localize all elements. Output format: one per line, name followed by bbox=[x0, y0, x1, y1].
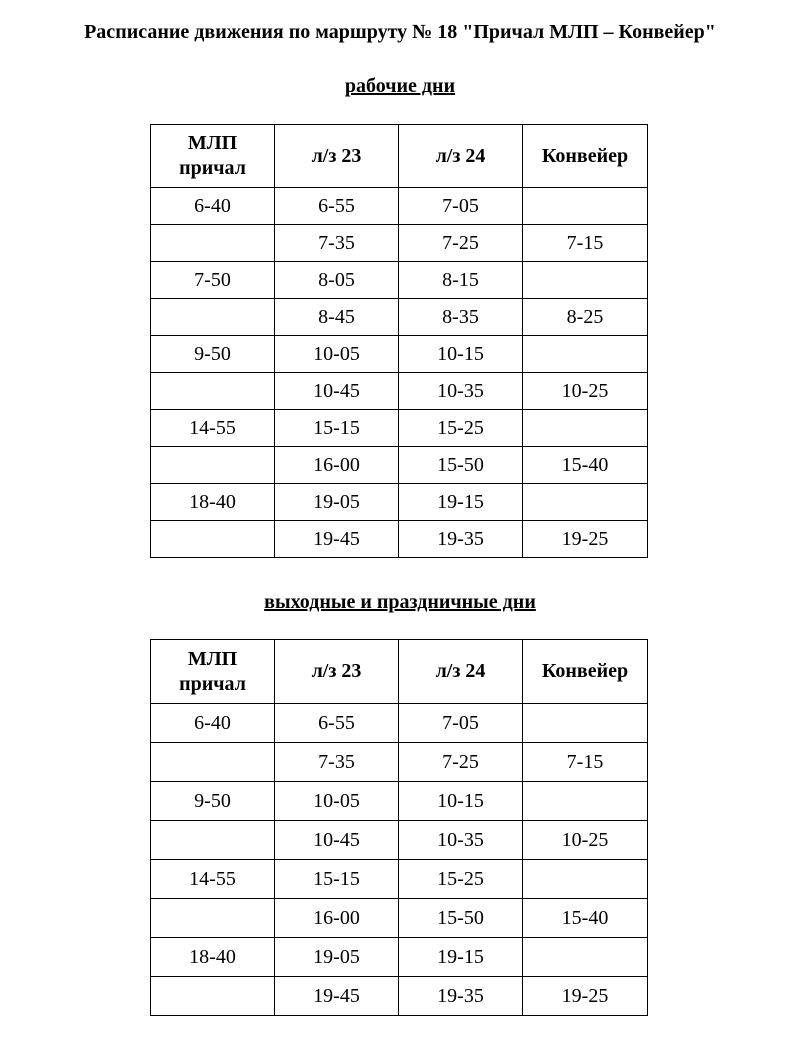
table-cell: 7-25 bbox=[399, 743, 523, 782]
table-cell: 15-50 bbox=[399, 447, 523, 484]
table-cell: 15-15 bbox=[275, 860, 399, 899]
table-row bbox=[151, 262, 648, 299]
table-cell: 15-15 bbox=[275, 410, 399, 447]
table-cell: 10-45 bbox=[275, 373, 399, 410]
table-cell: 19-45 bbox=[275, 977, 399, 1016]
table-cell: 10-45 bbox=[275, 821, 399, 860]
table-row bbox=[151, 860, 648, 899]
table-cell: 6-55 bbox=[275, 704, 399, 743]
table-cell: 7-05 bbox=[399, 704, 523, 743]
table-cell: 7-50 bbox=[151, 262, 275, 299]
table-cell: 19-15 bbox=[399, 484, 523, 521]
table-cell: 15-40 bbox=[523, 447, 648, 484]
table-row bbox=[151, 704, 648, 743]
table-row bbox=[151, 410, 648, 447]
column-header-lz24: л/з 24 bbox=[399, 640, 523, 704]
table-row bbox=[151, 447, 648, 484]
table-cell bbox=[151, 225, 275, 262]
table-cell: 7-15 bbox=[523, 743, 648, 782]
table-cell: 15-50 bbox=[399, 899, 523, 938]
table-cell: 16-00 bbox=[275, 899, 399, 938]
column-header-lz23: л/з 23 bbox=[275, 640, 399, 704]
table-cell: 19-25 bbox=[523, 521, 648, 558]
table-cell: 7-15 bbox=[523, 225, 648, 262]
table-cell: 19-05 bbox=[275, 938, 399, 977]
table-row bbox=[151, 225, 648, 262]
table-cell: 18-40 bbox=[151, 484, 275, 521]
table-cell: 7-05 bbox=[399, 188, 523, 225]
table-cell: 19-35 bbox=[399, 977, 523, 1016]
table-row bbox=[151, 188, 648, 225]
table-cell: 10-35 bbox=[399, 373, 523, 410]
table-cell: 10-15 bbox=[399, 336, 523, 373]
table-cell: 14-55 bbox=[151, 410, 275, 447]
table-row bbox=[151, 977, 648, 1016]
table-cell bbox=[523, 860, 648, 899]
table-cell: 6-55 bbox=[275, 188, 399, 225]
table-row bbox=[151, 373, 648, 410]
table-row bbox=[151, 299, 648, 336]
table-cell bbox=[523, 336, 648, 373]
table-cell bbox=[523, 782, 648, 821]
table-cell bbox=[151, 821, 275, 860]
table-row bbox=[151, 521, 648, 558]
column-header-konveyer: Конвейер bbox=[523, 125, 648, 188]
column-header-lz23: л/з 23 bbox=[275, 125, 399, 188]
weekend-schedule-table bbox=[150, 639, 648, 1016]
table-cell: 14-55 bbox=[151, 860, 275, 899]
table-cell: 10-25 bbox=[523, 373, 648, 410]
table-cell: 6-40 bbox=[151, 704, 275, 743]
table-cell: 15-25 bbox=[399, 410, 523, 447]
table-row bbox=[151, 743, 648, 782]
table-cell bbox=[523, 704, 648, 743]
table-row bbox=[151, 484, 648, 521]
table-cell: 19-35 bbox=[399, 521, 523, 558]
table-cell bbox=[151, 977, 275, 1016]
table-cell bbox=[151, 447, 275, 484]
weekday-section-title: рабочие дни bbox=[344, 75, 456, 97]
column-header-lz24: л/з 24 bbox=[399, 125, 523, 188]
table-cell: 19-15 bbox=[399, 938, 523, 977]
table-cell: 10-05 bbox=[275, 336, 399, 373]
table-cell: 8-15 bbox=[399, 262, 523, 299]
column-header-mlp-pier: МЛП причал bbox=[151, 640, 275, 704]
table-cell: 10-25 bbox=[523, 821, 648, 860]
column-header-mlp-pier: МЛП причал bbox=[151, 125, 275, 188]
column-header-konveyer: Конвейер bbox=[523, 640, 648, 704]
table-cell: 9-50 bbox=[151, 336, 275, 373]
table-cell bbox=[523, 938, 648, 977]
table-cell: 16-00 bbox=[275, 447, 399, 484]
table-cell: 15-25 bbox=[399, 860, 523, 899]
table-cell bbox=[151, 899, 275, 938]
table-cell: 9-50 bbox=[151, 782, 275, 821]
table-cell: 19-25 bbox=[523, 977, 648, 1016]
table-cell: 18-40 bbox=[151, 938, 275, 977]
table-cell bbox=[523, 410, 648, 447]
table-cell: 19-45 bbox=[275, 521, 399, 558]
table-header-row bbox=[151, 640, 648, 704]
table-cell: 8-45 bbox=[275, 299, 399, 336]
table-cell: 10-15 bbox=[399, 782, 523, 821]
table-cell bbox=[151, 373, 275, 410]
table-cell: 6-40 bbox=[151, 188, 275, 225]
table-cell: 10-05 bbox=[275, 782, 399, 821]
table-cell: 7-25 bbox=[399, 225, 523, 262]
table-cell: 7-35 bbox=[275, 743, 399, 782]
table-cell bbox=[523, 188, 648, 225]
table-cell: 10-35 bbox=[399, 821, 523, 860]
table-cell: 8-05 bbox=[275, 262, 399, 299]
table-cell bbox=[151, 743, 275, 782]
table-cell: 19-05 bbox=[275, 484, 399, 521]
table-row bbox=[151, 336, 648, 373]
table-row bbox=[151, 782, 648, 821]
table-header-row bbox=[151, 125, 648, 188]
table-cell: 7-35 bbox=[275, 225, 399, 262]
table-cell: 8-35 bbox=[399, 299, 523, 336]
table-cell bbox=[151, 521, 275, 558]
weekend-section-title: выходные и праздничные дни bbox=[264, 591, 536, 613]
table-row bbox=[151, 899, 648, 938]
table-cell bbox=[523, 262, 648, 299]
table-cell: 15-40 bbox=[523, 899, 648, 938]
weekday-schedule-table bbox=[150, 124, 648, 558]
table-cell: 8-25 bbox=[523, 299, 648, 336]
table-cell bbox=[151, 299, 275, 336]
document-title: Расписание движения по маршруту № 18 "Причал МЛП – Конвейер" bbox=[84, 21, 716, 43]
table-row bbox=[151, 821, 648, 860]
table-cell bbox=[523, 484, 648, 521]
table-row bbox=[151, 938, 648, 977]
